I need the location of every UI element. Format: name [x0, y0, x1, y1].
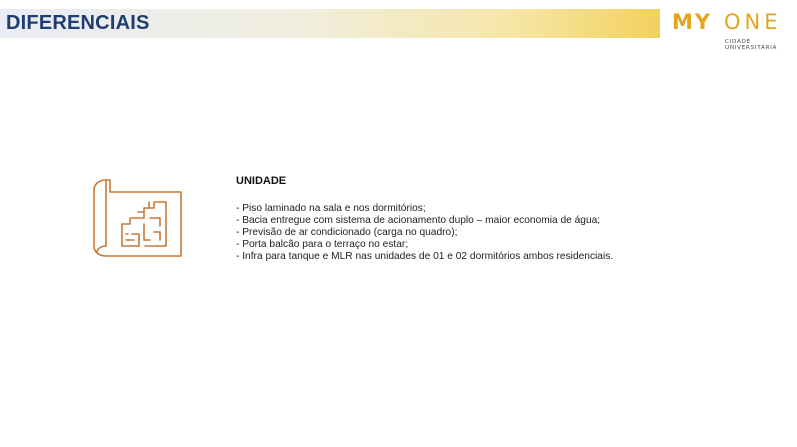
list-item: - Piso laminado na sala e nos dormitórios;	[236, 203, 426, 214]
content-block	[236, 175, 756, 263]
floor-plan-icon	[92, 178, 184, 258]
logo-one: ONE	[724, 10, 782, 34]
brand-logo	[672, 10, 792, 60]
list-item: - Porta balcão para o terraço no estar;	[236, 239, 409, 250]
feature-list	[236, 203, 756, 263]
section-title: UNIDADE	[236, 175, 287, 187]
logo-subtitle-line2: UNIVERSITÁRIA	[725, 45, 778, 51]
logo-my: MY	[672, 10, 713, 34]
logo-subtitle-line1: CIDADE	[725, 39, 751, 45]
logo-subtitle	[725, 39, 777, 51]
list-item: - Infra para tanque e MLR nas unidades de 01 e 02 dormitórios ambos residenciais.	[236, 251, 614, 262]
list-item: - Bacia entregue com sistema de acionamento duplo – maior economia de água;	[236, 215, 601, 226]
page-title: DIFERENCIAIS	[6, 12, 150, 34]
list-item: - Previsão de ar condicionado (carga no quadro);	[236, 227, 458, 238]
